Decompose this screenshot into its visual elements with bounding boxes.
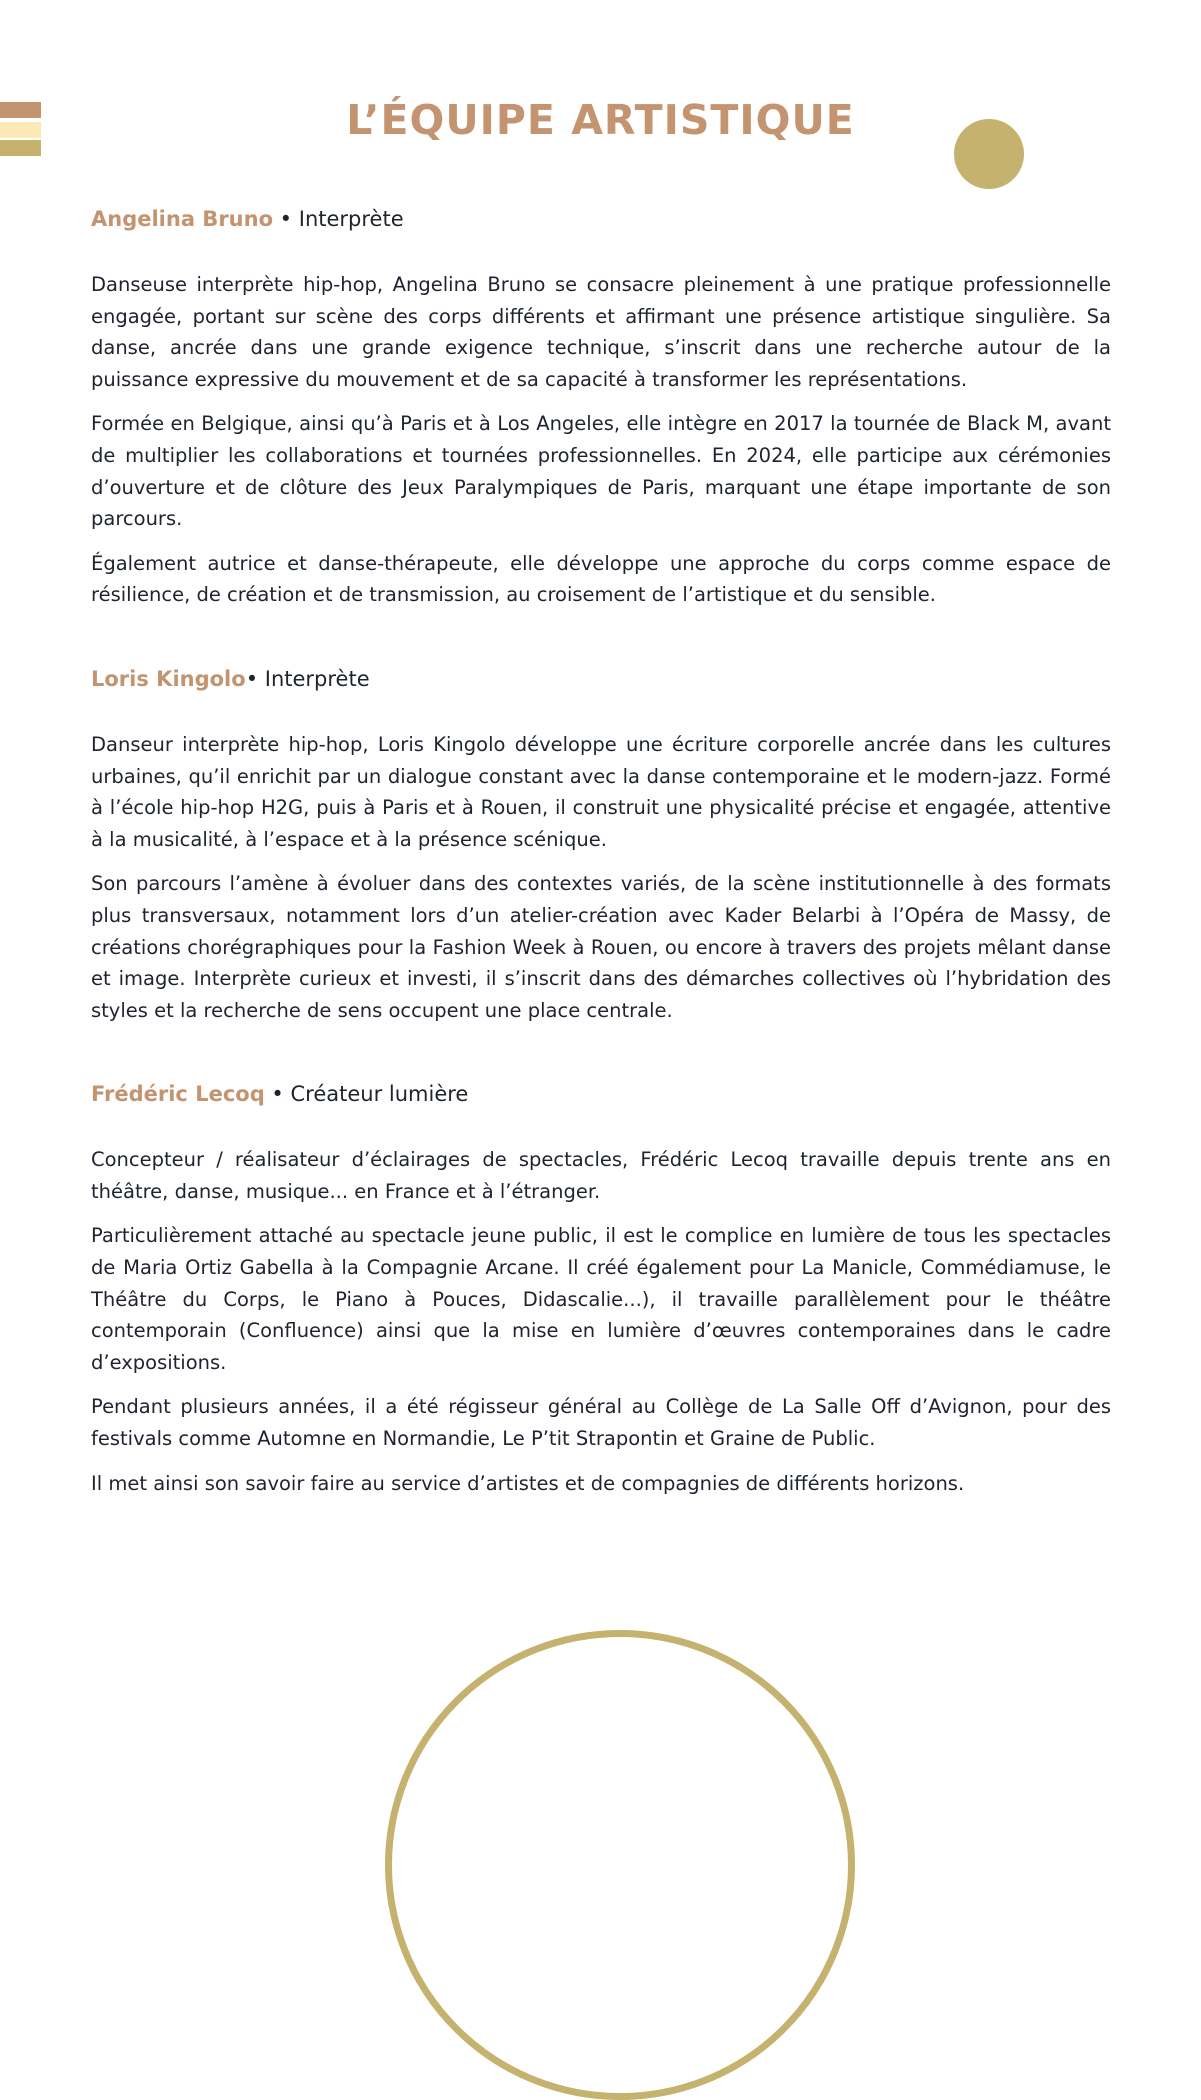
decor-arc	[385, 1630, 855, 2100]
member-role: Créateur lumière	[290, 1082, 469, 1107]
bio-paragraph: Il met ainsi son savoir faire au service d’artistes et de compagnies de différents horizons.	[91, 1471, 965, 1495]
member-heading	[91, 207, 1111, 231]
member-heading	[91, 1082, 1111, 1106]
member-heading	[91, 667, 1111, 691]
bio-paragraph: Danseuse interprète hip-hop, Angelina Bruno se consacre pleinement à une pratique professionnelle engagée, portant sur scène des corps différents et affirmant une présence artistique singulière. Sa danse, ancrée dans une grande exigence technique, s’inscrit dans une recherche autour de la puissance expressive du mouvement et de sa capacité à transformer les représentations.	[91, 273, 1111, 391]
bio-paragraph: Concepteur / réalisateur d’éclairages de spectacles, Frédéric Lecoq travaille depuis trente ans en théâtre, danse, musique... en France et à l’étranger.	[91, 1148, 1111, 1203]
separator: •	[245, 666, 265, 691]
bio-paragraph: Danseur interprète hip-hop, Loris Kingolo développe une écriture corporelle ancrée dans les cultures urbaines, qu’il enrichit par un dialogue constant avec la danse contemporaine et le modern-jazz. Formé à l’école hip-hop H2G, puis à Paris et à Rouen, il construit une physicalité précise et engagée, attentive à la musicalité, à l’espace et à la présence scénique.	[91, 732, 1111, 851]
separator: •	[264, 1082, 291, 1107]
member-section	[91, 667, 1111, 1026]
bio-paragraph: Formée en Belgique, ainsi qu’à Paris et à Los Angeles, elle intègre en 2017 la tournée de Black M, avant de multiplier les collaborations et tournées professionnelles. En 2024, elle participe aux cérémonies d’ouverture et de clôture des Jeux Paralympiques de Paris, marquant une étape importante de son parcours.	[91, 412, 1111, 531]
separator: •	[273, 207, 299, 231]
decor-circle	[954, 119, 1024, 189]
bio-paragraph: Également autrice et danse-thérapeute, elle développe une approche du corps comme espace de résilience, de création et de transmission, au croisement de l’artistique et du sensible.	[91, 551, 1111, 607]
member-name: Angelina Bruno	[91, 207, 273, 231]
bio-paragraph: Son parcours l’amène à évoluer dans des contextes variés, de la scène institutionnelle à des formats plus transversaux, notamment lors d’un atelier-création avec Kader Belarbi à l’Opéra de Massy, de créations chorégraphiques pour la Fashion Week à Rouen, ou encore à travers des projets mêlant danse et image. Interprète curieux et investi, il s’inscrit dans des démarches collectives où l’hybridation des styles et la recherche de sens occupent une place centrale.	[91, 872, 1111, 1022]
team-list	[91, 207, 1111, 1555]
page-title: L’ÉQUIPE ARTISTIQUE	[346, 96, 855, 144]
bio-paragraph: Particulièrement attaché au spectacle jeune public, il est le complice en lumière de tous les spectacles de Maria Ortiz Gabella à la Compagnie Arcane. Il créé également pour La Manicle, Commédiamuse, le Théâtre du Corps, le Piano à Pouces, Didascalie...), il travaille parallèlement pour le théâtre contemporain (Confluence) ainsi que la mise en lumière d’œuvres contemporaines dans le cadre d’expositions.	[91, 1224, 1111, 1374]
member-role: Interprète	[298, 207, 404, 231]
member-section	[91, 1082, 1111, 1499]
member-section	[91, 207, 1111, 611]
member-role: Interprète	[264, 666, 370, 691]
member-name: Frédéric Lecoq	[91, 1082, 265, 1107]
bio-paragraph: Pendant plusieurs années, il a été régisseur général au Collège de La Salle Off d’Avignon, pour des festivals comme Automne en Normandie, Le P’tit Strapontin et Graine de Public.	[91, 1395, 1111, 1451]
member-name: Loris Kingolo	[91, 666, 246, 691]
